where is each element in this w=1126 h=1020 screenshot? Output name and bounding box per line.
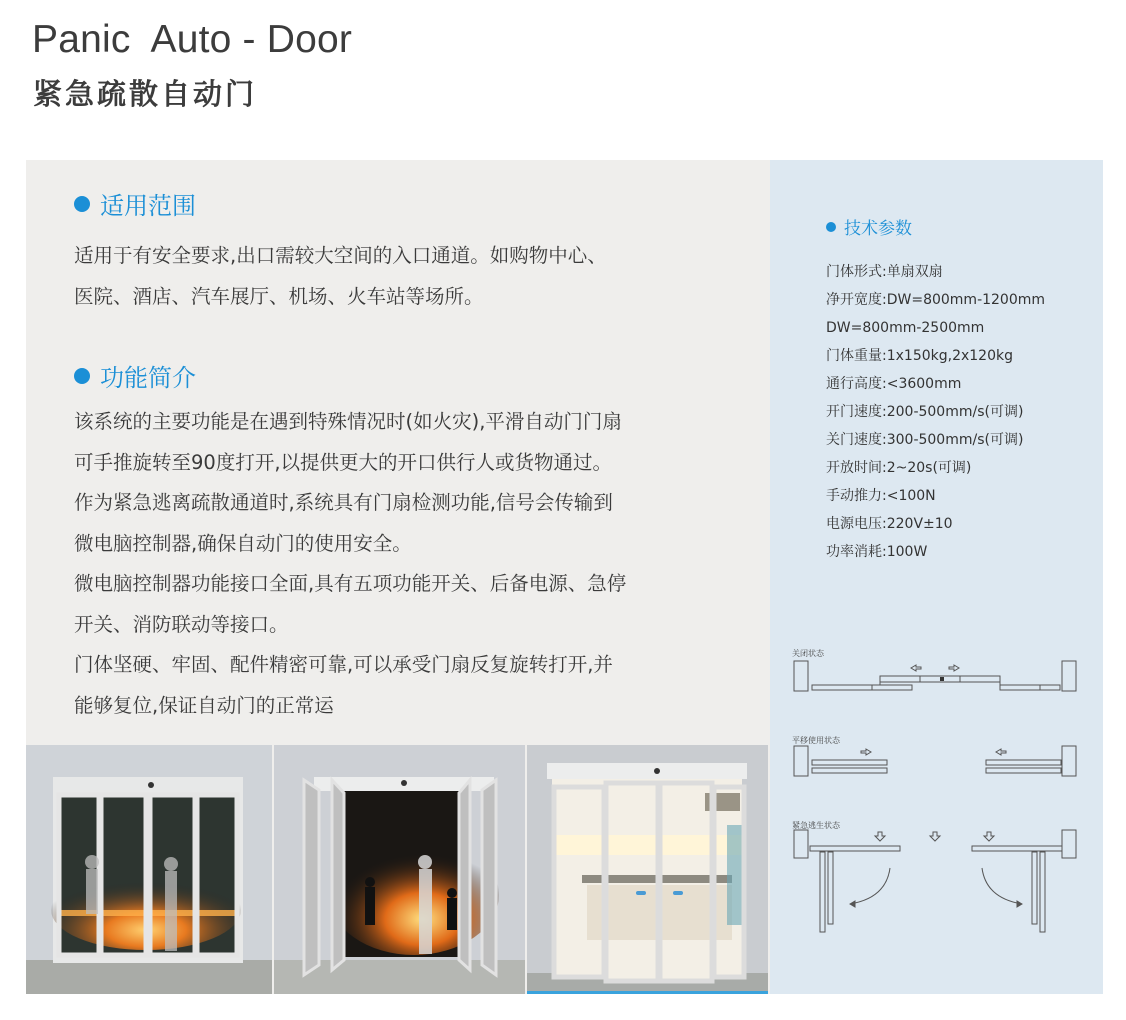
specs-list	[826, 258, 1045, 566]
text-line: 开关、消防联动等接口。	[74, 612, 289, 636]
spec-item: 手动推力:<100N	[826, 488, 936, 504]
sliding-state-label: 平移使用状态	[792, 736, 840, 745]
text-line: 微电脑控制器,确保自动门的使用安全。	[74, 531, 412, 555]
function-heading-text: 功能简介	[100, 364, 196, 392]
emergency-state-diagram	[790, 828, 1080, 938]
photo-closed-door-fire	[26, 745, 272, 994]
specs-heading-text: 技术参数	[844, 219, 912, 239]
text-line: 能够复位,保证自动门的正常运	[74, 693, 334, 717]
bullet-dot-icon	[74, 196, 90, 212]
closed-state-label: 关闭状态	[792, 649, 824, 658]
specs-heading	[826, 214, 912, 239]
spec-item: 电源电压:220V±10	[826, 516, 953, 532]
scope-heading-text: 适用范围	[100, 192, 196, 220]
bullet-dot-icon	[826, 222, 836, 232]
function-text	[74, 402, 626, 726]
spec-item: DW=800mm-2500mm	[826, 320, 985, 336]
bullet-dot-icon	[74, 368, 90, 384]
page-title-en: Panic Auto - Door	[32, 18, 353, 61]
photo-normal-door	[527, 745, 768, 994]
spec-item: 门体形式:单扇双扇	[826, 264, 943, 280]
text-line: 门体坚硬、牢固、配件精密可靠,可以承受门扇反复旋转打开,并	[74, 653, 613, 676]
spec-item: 净开宽度:DW=800mm-1200mm	[826, 292, 1046, 308]
text-line: 适用于有安全要求,出口需较大空间的入口通道。如购物中心、	[74, 244, 607, 267]
scope-heading	[74, 186, 196, 221]
scope-text	[74, 236, 607, 317]
spec-item: 通行高度:<3600mm	[826, 376, 962, 392]
spec-item: 关门速度:300-500mm/s(可调)	[826, 432, 1024, 448]
text-line: 微电脑控制器功能接口全面,具有五项功能开关、后备电源、急停	[74, 572, 627, 595]
spec-item: 功率消耗:100W	[826, 544, 928, 560]
text-line: 该系统的主要功能是在遇到特殊情况时(如火灾),平滑自动门门扇	[74, 410, 622, 433]
spec-item: 门体重量:1x150kg,2x120kg	[826, 348, 1013, 364]
spec-item: 开门速度:200-500mm/s(可调)	[826, 404, 1024, 420]
photo-open-door-fire	[274, 745, 525, 994]
page-title-cn: 紧急疏散自动门	[33, 77, 258, 111]
text-line: 作为紧急逃离疏散通道时,系统具有门扇检测功能,信号会传输到	[74, 491, 613, 514]
text-line: 可手推旋转至90度打开,以提供更大的开口供行人或货物通过。	[74, 450, 613, 474]
closed-state-diagram	[790, 655, 1080, 705]
emergency-state-label: 紧急逃生状态	[792, 821, 840, 830]
function-heading	[74, 358, 196, 393]
spec-item: 开放时间:2~20s(可调)	[826, 460, 972, 476]
text-line: 医院、酒店、汽车展厅、机场、火车站等场所。	[74, 284, 484, 308]
sliding-state-diagram	[790, 742, 1080, 787]
